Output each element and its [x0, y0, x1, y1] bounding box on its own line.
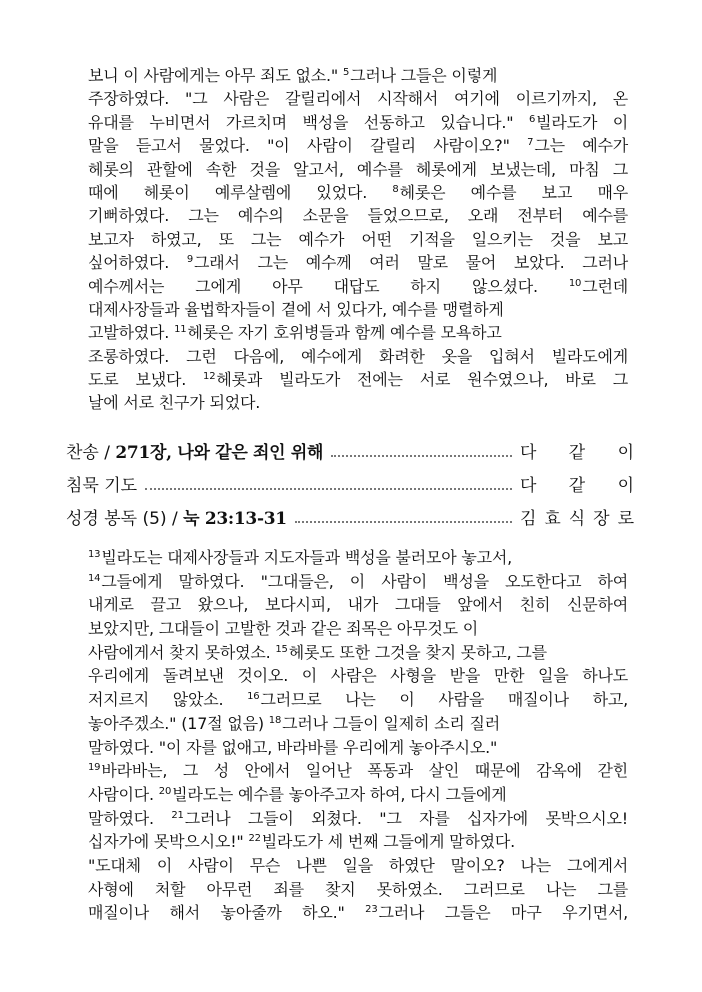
passage-text: 사람에게서 찾지 못하였소. [88, 642, 276, 662]
passage-line [88, 901, 628, 925]
passage-line [88, 854, 628, 878]
passage-text: 그런데 [582, 276, 628, 296]
order-responsible-char: 이 [617, 443, 634, 463]
scripture-passage-luke-23-4-12 [88, 64, 628, 415]
passage-line [88, 345, 628, 368]
passage-line [88, 641, 628, 665]
passage-text: 말하였다. [88, 808, 172, 828]
passage-line [88, 688, 628, 712]
verse-number: 15 [275, 643, 288, 655]
passage-text: 빌라도가 세 번째 그들에게 말하였다. [261, 832, 516, 852]
passage-line [88, 321, 628, 344]
passage-text: 십자가에 못박으시오!" [88, 832, 249, 852]
passage-line [88, 878, 628, 902]
passage-text: 유대를 누비면서 가르치며 백성을 선동하고 있습니다." [88, 112, 529, 132]
verse-number: 6 [529, 113, 536, 125]
passage-text: 헤롯과 빌라도가 전에는 서로 원수였으나, 바로 그 [216, 370, 628, 390]
passage-line [88, 712, 628, 736]
passage-text: 주장하였다. "그 사람은 갈릴리에서 시작해서 여기에 이르기까지, 온 [88, 89, 628, 109]
verse-number: 19 [88, 762, 101, 774]
order-scripture-reading [66, 506, 634, 532]
passage-text: 바라바는, 그 성 안에서 일어난 폭동과 살인 때문에 감옥에 갇힌 [101, 761, 628, 781]
verse-number: 7 [527, 137, 534, 149]
passage-line [88, 158, 628, 181]
passage-text: 보았지만, 그대들이 고발한 것과 같은 죄목은 아무것도 이 [88, 619, 478, 639]
passage-text: 그러나 그들이 일제히 소리 질러 [282, 713, 500, 733]
order-responsible-char: 로 [617, 509, 634, 529]
verse-number: 23 [365, 904, 378, 916]
passage-line [88, 181, 628, 204]
passage-text: 예수께서는 그에게 아무 대답도 하지 않으셨다. [88, 276, 569, 296]
passage-text: 빌라도는 대제사장들과 지도자들과 백성을 불러모아 놓고서, [101, 548, 513, 567]
passage-line [88, 111, 628, 134]
passage-line [88, 593, 628, 617]
passage-text: 사람이다. [88, 784, 159, 804]
passage-line [88, 570, 628, 594]
passage-text: 매질이나 해서 놓아줄까 하오." [88, 903, 366, 923]
passage-line [88, 134, 628, 157]
verse-number: 21 [171, 809, 184, 821]
passage-line [88, 64, 628, 87]
passage-text: 말하였다. "이 자를 없애고, 바라바를 우리에게 놓아주시오." [88, 737, 498, 757]
passage-line [88, 275, 628, 298]
passage-line [88, 830, 628, 854]
passage-line [88, 298, 628, 321]
dot-leader [295, 521, 512, 523]
order-label [66, 506, 287, 532]
passage-text: 그러나 그들이 외쳤다. "그 자를 십자가에 못박으시오! [184, 808, 629, 828]
order-responsible-char: 이 [617, 476, 634, 496]
passage-text: 헤롯은 예수를 보고 매우 [399, 182, 628, 202]
passage-line [88, 87, 628, 110]
order-responsible-char: 다 [520, 476, 537, 496]
passage-line [88, 204, 628, 227]
order-responsible-char: 효 [544, 509, 561, 529]
verse-number: 14 [88, 572, 101, 584]
order-responsible-char: 김 [520, 509, 537, 529]
order-silent-prayer [66, 473, 634, 499]
passage-text: 그들에게 말하였다. "그대들은, 이 사람이 백성을 오도한다고 하여 [101, 571, 628, 591]
verse-number: 11 [174, 324, 187, 336]
passage-text: 싶어하였다. [88, 253, 187, 273]
order-responsible-char: 다 [520, 443, 537, 463]
verse-number: 13 [88, 549, 101, 560]
passage-text: 빌라도는 예수를 놓아주고자 하여, 다시 그들에게 [172, 784, 507, 804]
passage-text: 대제사장들과 율법학자들이 곁에 서 있다가, 예수를 맹렬하게 [88, 299, 504, 319]
order-label [66, 473, 137, 499]
passage-line [88, 664, 628, 688]
passage-text: 보니 이 사람에게는 아무 죄도 없소." [88, 66, 343, 85]
order-responsible-char: 같 [568, 476, 586, 496]
order-responsible [520, 506, 634, 532]
passage-line [88, 368, 628, 391]
passage-text: 고발하였다. [88, 323, 175, 343]
passage-text: 내게로 끌고 왔으나, 보다시피, 내가 그대들 앞에서 친히 신문하여 [88, 595, 628, 615]
passage-text: 빌라도가 이 [536, 112, 629, 132]
order-responsible [520, 473, 634, 499]
passage-text: 보고자 하였고, 또 그는 예수가 어떤 기적을 일으키는 것을 보고 [88, 229, 628, 249]
passage-text: 때에 헤롯이 예루살렘에 있었다. [88, 182, 393, 202]
order-responsible-char: 장 [593, 509, 610, 529]
order-item-name: 성경 봉독 (5) / [66, 509, 184, 529]
passage-text: 그러므로 나는 이 사람을 매질이나 하고, [260, 690, 628, 710]
passage-line [88, 807, 628, 831]
passage-line [88, 783, 628, 807]
verse-number: 8 [392, 183, 399, 195]
passage-line [88, 391, 628, 414]
dot-leader [145, 488, 512, 490]
order-responsible [520, 440, 634, 466]
passage-text: 저지르지 않았소. [88, 690, 248, 710]
order-responsible-char: 같 [568, 443, 586, 463]
passage-text: 조롱하였다. 그런 다음에, 예수에게 화려한 옷을 입혀서 빌라도에게 [88, 346, 628, 366]
passage-text: 그러나 그들은 마구 우기면서, [378, 903, 628, 923]
order-item-name: 침묵 기도 [66, 476, 138, 496]
passage-line [88, 228, 628, 251]
verse-number: 10 [568, 277, 582, 289]
passage-text: 그래서 그는 예수께 여러 말로 물어 보았다. 그러나 [194, 253, 628, 273]
passage-text: 우리에게 돌려보낸 것이오. 이 사람은 사형을 받을 만한 일을 하나도 [88, 666, 628, 686]
passage-text: 헤롯의 관할에 속한 것을 알고서, 예수를 헤롯에게 보냈는데, 마침 그 [88, 159, 628, 179]
passage-text: 기뻐하였다. 그는 예수의 소문을 들었으므로, 오래 전부터 예수를 [88, 206, 628, 226]
passage-line [88, 759, 628, 783]
passage-text: 헤롯은 자기 호위병들과 함께 예수를 모욕하고 [187, 323, 502, 343]
dot-leader [331, 455, 512, 457]
passage-text: 그러나 그들은 이렇게 [350, 66, 498, 85]
verse-number: 12 [203, 371, 216, 383]
passage-text: 날에 서로 친구가 되었다. [88, 393, 261, 413]
passage-text: 헤롯도 또한 그것을 찾지 못하고, 그를 [288, 642, 547, 662]
order-hymn [66, 440, 634, 466]
passage-text: 도로 보냈다. [88, 370, 204, 390]
passage-text: "도대체 이 사람이 무슨 나쁜 일을 하였단 말이오? 나는 그에게서 [88, 855, 628, 875]
passage-text: 그는 예수가 [534, 136, 628, 156]
passage-line [88, 736, 628, 760]
order-item-title: 271장, 나와 같은 죄인 위해 [115, 443, 324, 463]
passage-line [88, 546, 628, 570]
order-responsible-char: 식 [568, 509, 586, 529]
verse-number: 5 [342, 67, 350, 78]
passage-text: 놓아주겠소." (17절 없음) [88, 713, 269, 733]
verse-number: 18 [268, 714, 282, 726]
scripture-passage-luke-23-13-23 [88, 546, 628, 925]
passage-line [88, 251, 628, 274]
passage-line [88, 617, 628, 641]
order-label [66, 440, 323, 466]
verse-number: 16 [247, 691, 260, 703]
order-item-name: 찬송 / [66, 443, 116, 463]
order-item-title: 눅 23:13-31 [183, 509, 287, 529]
verse-number: 20 [158, 785, 172, 797]
passage-text: 말을 듣고서 물었다. "이 사람이 갈릴리 사람이오?" [88, 136, 528, 156]
verse-number: 22 [248, 833, 261, 845]
verse-number: 9 [186, 254, 194, 266]
passage-text: 사형에 처할 아무런 죄를 찾지 못하였소. 그러므로 나는 그를 [88, 879, 628, 899]
